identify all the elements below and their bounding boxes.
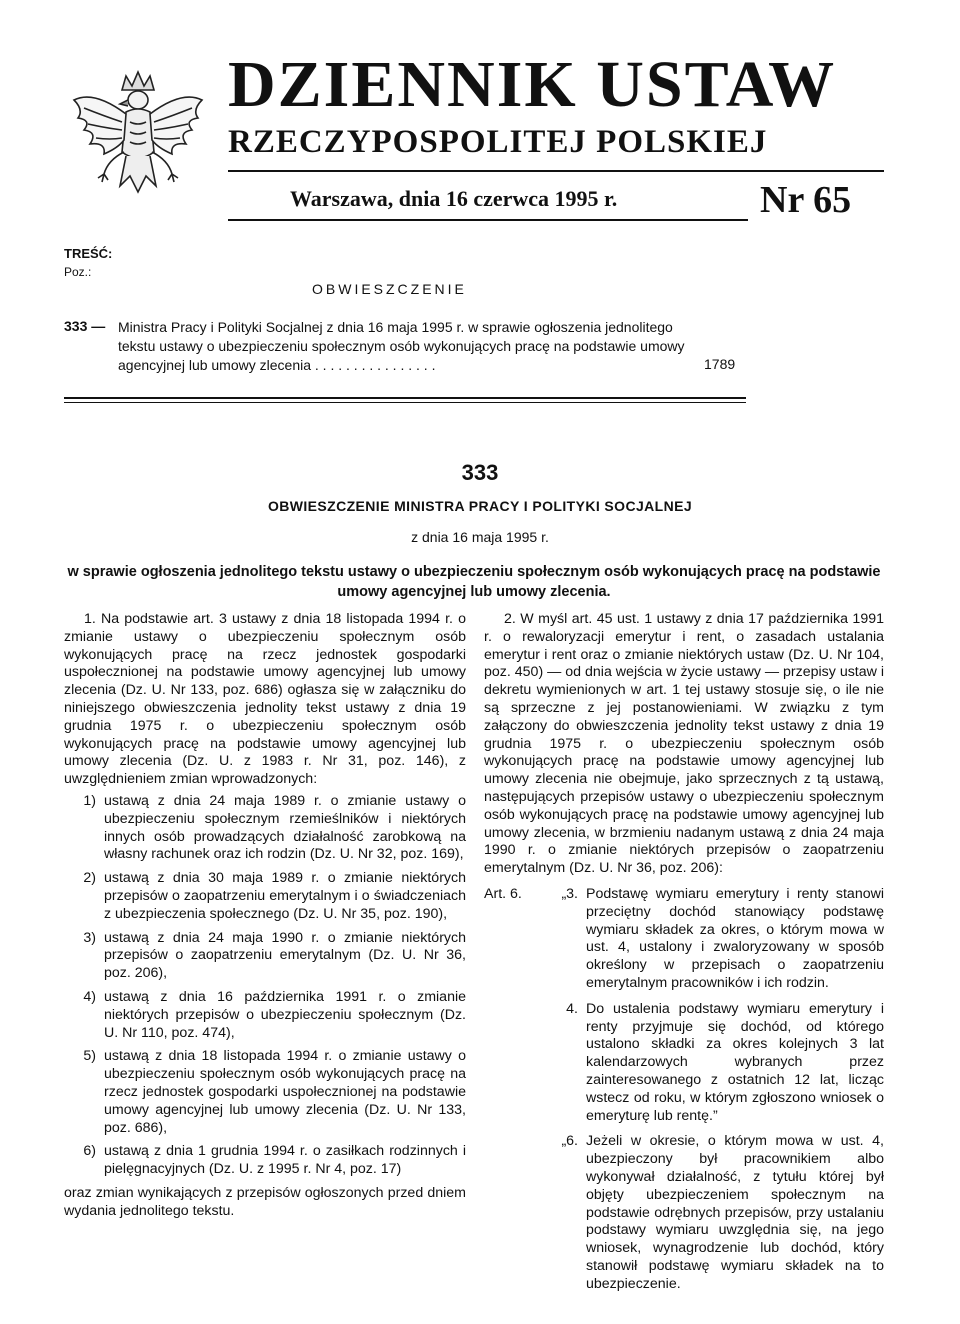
- list-item-number: 5): [83, 1048, 96, 1065]
- publication-subtitle: RZECZYPOSPOLITEJ POLSKIEJ: [228, 124, 768, 160]
- right-column: [484, 611, 884, 1293]
- list-item: [64, 1048, 466, 1137]
- article-6-item-3: [484, 886, 884, 993]
- polish-eagle-emblem: [64, 60, 212, 208]
- act-subject: w sprawie ogłoszenia jednolitego tekstu ustawy o ubezpieczeniu społecznym osób wykonujących pracę na podstawie umowy agencyjnej lub umowy zlecenia.: [67, 564, 881, 600]
- list-item-text: ustawą z dnia 1 grudnia 1994 r. o zasiłkach rodzinnych i pielęgnacyjnych (Dz. U. z 1995 r. Nr 4, poz. 17): [104, 1143, 466, 1178]
- article-label: Art. 6.: [484, 885, 522, 902]
- toc-entry-number: 333 —: [64, 318, 106, 334]
- toc-heading: TREŚĆ:: [64, 246, 113, 261]
- article-item-text: Jeżeli w okresie, o którym mowa w ust. 4, ubezpieczony był pracownikiem albo wykonywał działalność, z tytułu której był objęty ubezpieczeniem społecznym na podstawie odrębnych przepisów, przy ustalaniu podstawy wymiaru uwzględnia się, na jego wniosek, wynagrodzenie lub dochód, który stanowił podstawę wymiaru składek na to ubezpieczenie.: [586, 1133, 884, 1292]
- list-item: [64, 930, 466, 983]
- list-item-text: ustawą z dnia 24 maja 1990 r. o zmianie niektórych przepisów o zaopatrzeniu emerytalnym (Dz. U. Nr 36, poz. 206),: [104, 929, 466, 982]
- header-rule: [228, 170, 884, 172]
- paragraph-1: 1. Na podstawie art. 3 ustawy z dnia 18 listopada 1994 r. o zmianie ustawy o ubezpieczeniu społecznym osób wykonujących pracę na rzecz jednostek gospodarki uspołecznionej na podstawie umowy agencyjnej lub umowy zlecenia (Dz. U. Nr 133, poz. 686) ogłasza się w załączniku do niniejszego obwieszczenia jednolity tekst ustawy z dnia 19 grudnia 1975 r. o ubezpieczeniu społecznym osób wykonujących pracę na podstawie umowy agencyjnej lub umowy zlecenia (Dz. U. z 1983 r. Nr 31, poz. 146), z uwzględnieniem zmian wprowadzonych:: [64, 611, 466, 788]
- list-item-number: 2): [83, 870, 96, 887]
- article-item-number: „6.: [561, 1133, 578, 1150]
- list-item-text: ustawą z dnia 30 maja 1989 r. o zmianie niektórych przepisów o zaopatrzeniu emerytalnym i o świadczeniach z ubezpieczenia społecznego (Dz. U. Nr 35, poz. 190),: [104, 870, 466, 922]
- act-title: OBWIESZCZENIE MINISTRA PRACY I POLITYKI SOCJALNEJ: [267, 498, 693, 514]
- list-item-number: 1): [83, 792, 96, 809]
- toc-document-type: OBWIESZCZENIE: [312, 281, 467, 297]
- issue-number: Nr 65: [760, 179, 852, 221]
- amendments-list: [64, 793, 466, 1179]
- list-item: [64, 793, 466, 864]
- article-6-item-6: [484, 1133, 884, 1293]
- article-6-item-4: [484, 1001, 884, 1126]
- act-number: 333: [461, 460, 499, 485]
- list-item-text: ustawą z dnia 16 października 1991 r. o zmianie niektórych przepisów o ubezpieczeniu społecznym (Dz. U. Nr 110, poz. 474),: [104, 988, 466, 1041]
- toc-poz-label: Poz.:: [64, 265, 92, 279]
- list-item: [64, 870, 466, 923]
- list-item: [64, 989, 466, 1042]
- list-item-number: 3): [83, 929, 96, 946]
- article-item-number: 4.: [566, 1000, 578, 1017]
- list-item: [64, 1143, 466, 1179]
- act-date: z dnia 16 maja 1995 r.: [411, 529, 549, 545]
- toc-entry-text: Ministra Pracy i Polityki Socjalnej z dnia 16 maja 1995 r. w sprawie ogłoszenia jednolitego tekstu ustawy o ubezpieczeniu społecznym osób wykonujących pracę na podstawie umowy agencyjnej lub umowy zlecenia . . . . . . . . . . . . . . . .: [118, 319, 685, 373]
- toc-entry-page: 1789: [704, 356, 736, 372]
- article-item-text: Do ustalenia podstawy wymiaru emerytury i renty przyjmuje się dochód, od którego ustalono składki za okres kolejnych 3 lat kalendarzowych wybranych przez zainteresowanego z ostatnich 12 lat, licząc wstecz od roku, w którym zgłoszono wniosek o emeryturę lub rentę.”: [586, 1000, 884, 1124]
- section-divider: [64, 397, 746, 399]
- dateline-rule: [228, 219, 748, 221]
- list-item-number: 6): [83, 1143, 96, 1160]
- paragraph-2: 2. W myśl art. 45 ust. 1 ustawy z dnia 17 października 1991 r. o rewaloryzacji emerytur i rent, o zasadach ustalania emerytur i rent oraz o zmianie niektórych ustaw (Dz. U. Nr 104, poz. 450) — od dnia wejścia w życie ustawy — przepisy ustaw i dekretu wymienionych w art. 1 tej ustawy stosuje się, o ile nie są sprzeczne z jej postanowieniami. W związku z tym załączony do obwieszczenia jednolity tekst ustawy z dnia 19 grudnia 1975 r. o ubezpieczeniu społecznym osób wykonujących pracę na podstawie umowy agencyjnej lub umowy zlecenia nie obejmuje, jako sprzecznych z tą ustawą, następujących przepisów ustawy o ubezpieczeniu społecznym osób wykonujących pracę na podstawie umowy agencyjnej lub umowy zlecenia, w brzmieniu nadanym ustawą z dnia 24 maja 1990 r. o zmianie niektórych przepisów o zaopatrzeniu emerytalnym (Dz. U. Nr 36, poz. 206):: [484, 611, 884, 877]
- left-column: [64, 611, 466, 1221]
- list-item-text: ustawą z dnia 24 maja 1989 r. o zmianie ustawy o ubezpieczeniu społecznym rzemieślników i niektórych innych osób prowadzących działalność zarobkową na własny rachunek oraz ich rodzin (Dz. U. Nr 32, poz. 169),: [104, 792, 466, 863]
- section-divider-thin: [64, 402, 746, 403]
- article-item-number: „3.: [561, 885, 578, 902]
- publication-title: DZIENNIK USTAW: [228, 48, 837, 121]
- article-item-text: Podstawę wymiaru emerytury i renty stanowi przeciętny dochód stanowiący podstawę wymiaru składek za okres, o którym mowa w ust. 4, ustalony i zwaloryzowany w sposób określony w przepisach o zaopatrzeniu emerytalnym pracowników i ich rodzin.: [586, 885, 884, 991]
- list-item-text: ustawą z dnia 18 listopada 1994 r. o zmianie ustawy o ubezpieczeniu społecznym osób wykonujących pracę na rzecz jednostek gospodarki uspołecznionej na podstawie umowy agencyjnej lub umowy zlecenia (Dz. U. Nr 133, poz. 686),: [104, 1048, 466, 1136]
- list-item-number: 4): [83, 988, 96, 1005]
- dateline: Warszawa, dnia 16 czerwca 1995 r.: [290, 186, 618, 211]
- paragraph-closing: oraz zmian wynikających z przepisów ogłoszonych przed dniem wydania jednolitego tekstu.: [64, 1184, 466, 1219]
